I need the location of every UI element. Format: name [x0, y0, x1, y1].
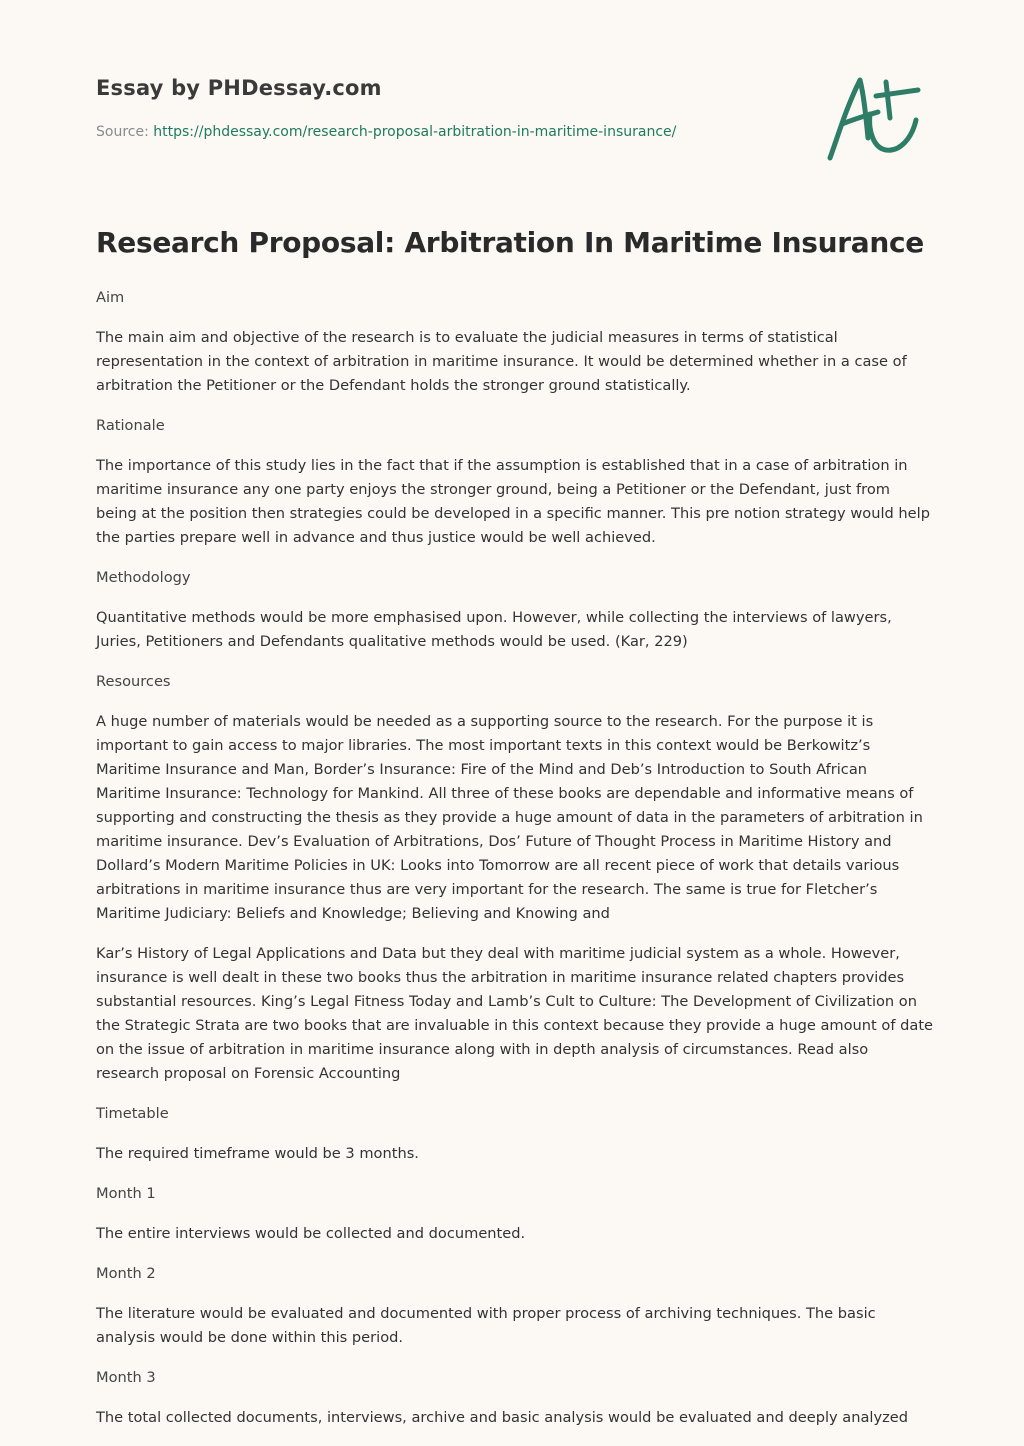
source-link[interactable]: https://phdessay.com/research-proposal-arbitration-in-maritime-insurance/ [153, 124, 677, 140]
paragraph: The literature would be evaluated and documented with proper process of archiving techniques. The basic analysis would be done within this period. [96, 1305, 876, 1346]
section-heading: Resources [96, 673, 171, 690]
section-heading: Aim [96, 289, 125, 306]
document-body [96, 286, 934, 1446]
document-title: Research Proposal: Arbitration In Maritime Insurance [96, 226, 924, 259]
paragraph: Kar’s History of Legal Applications and Data but they deal with maritime judicial system as a whole. However, insurance is well dealt in these two books thus the arbitration in maritime insurance related chapters provides substantial resources. King’s Legal Fitness Today and Lamb’s Cult to Culture: The Development of Civilization on the Strategic Strata are two books that are invaluable in this context because they provide a huge amount of date on the issue of arbitration in maritime insurance along with in depth analysis of circumstances. Read also research proposal on Forensic Accounting [96, 945, 934, 1082]
paragraph: A huge number of materials would be needed as a supporting source to the research. For the purpose it is important to gain access to major libraries. The most important texts in this context would be Berkowitz’s Maritime Insurance and Man, Border’s Insurance: Fire of the Mind and Deb’s Introduction to South African Maritime Insurance: Technology for Mankind. All three of these books are dependable and informative means of supporting and constructing the thesis as they provide a huge amount of data in the parameters of arbitration in maritime insurance. Dev’s Evaluation of Arbitrations, Dos’ Future of Thought Process in Maritime History and Dollard’s Modern Maritime Policies in UK: Looks into Tomorrow are all recent piece of work that details various arbitrations in maritime insurance thus are very important for the research. The same is true for Fletcher’s Maritime Judiciary: Beliefs and Knowledge; Believing and Knowing and [96, 713, 923, 922]
source-line [96, 124, 676, 140]
source-label: Source: [96, 124, 154, 140]
section-heading: Timetable [96, 1105, 169, 1122]
paragraph: The entire interviews would be collected and documented. [96, 1225, 526, 1242]
section-heading: Month 3 [96, 1369, 156, 1386]
paragraph: The required timeframe would be 3 months. [96, 1145, 419, 1162]
paragraph: The total collected documents, interviews, archive and basic analysis would be evaluated and deeply analyzed [96, 1409, 909, 1426]
paragraph: Quantitative methods would be more emphasised upon. However, while collecting the interviews of lawyers, Juries, Petitioners and Defendants qualitative methods would be used. (Kar, 229) [96, 609, 892, 650]
section-heading: Month 2 [96, 1265, 156, 1282]
site-title: Essay by PHDessay.com [96, 76, 382, 100]
paragraph: The main aim and objective of the research is to evaluate the judicial measures in terms of statistical representation in the context of arbitration in maritime insurance. It would be determined whether in a case of arbitration the Petitioner or the Defendant holds the stronger ground statistically. [96, 329, 907, 394]
section-heading: Month 1 [96, 1185, 156, 1202]
section-heading: Methodology [96, 569, 191, 586]
paragraph: The importance of this study lies in the fact that if the assumption is established that in a case of arbitration in maritime insurance any one party enjoys the stronger ground, being a Petitioner or the Defendant, just from being at the position then strategies could be developed in a specific manner. This pre notion strategy would help the parties prepare well in advance and thus justice would be well achieved. [96, 457, 930, 546]
a-plus-logo-icon [820, 66, 930, 166]
section-heading: Rationale [96, 417, 165, 434]
